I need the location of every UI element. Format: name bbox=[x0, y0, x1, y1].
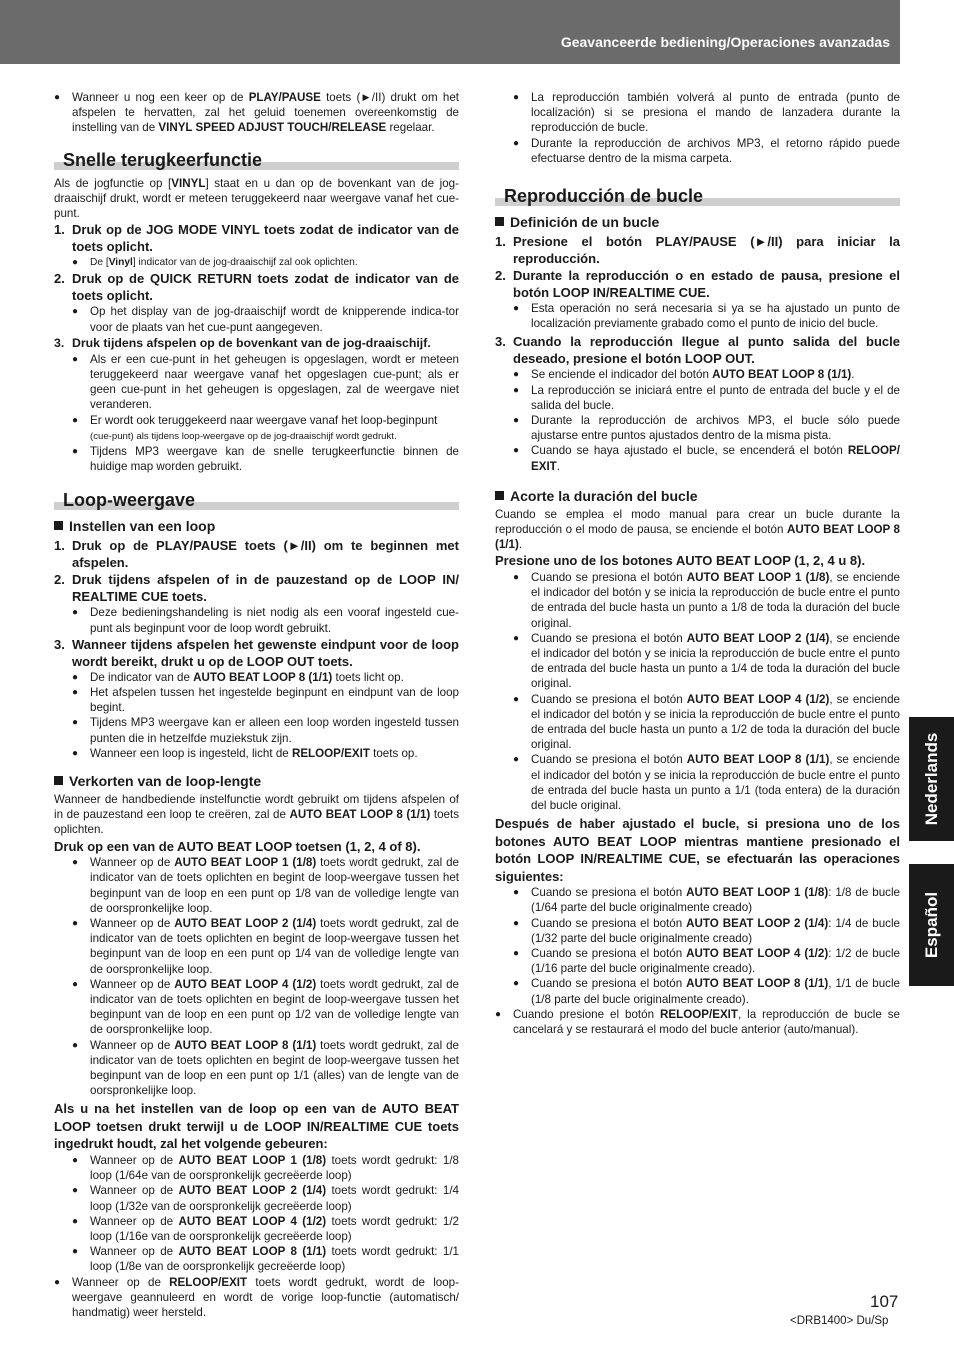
es-despues-item-1: ● Cuando se presiona el botón AUTO BEAT LOOP 1 (1/8): 1/8 de bucle (1/64 parte del bucle originalmente creado) bbox=[495, 885, 900, 915]
es-acorte-instruction: Presione uno de los botones AUTO BEAT LOOP (1, 2, 4 u 8). bbox=[495, 553, 866, 569]
es-acorte-heading: Acorte la duración del bucle bbox=[495, 488, 900, 505]
nl-snelle-step-3-note-2: ● Er wordt ook teruggekeerd naar weergave vanaf het loop-beginpunt (cue-punt) als tijdens loop-weergave op de jog-draaischijf wordt gedrukt. bbox=[54, 413, 459, 444]
es-despues-item-2: ● Cuando se presiona el botón AUTO BEAT LOOP 2 (1/4): 1/4 de bucle (1/32 parte del bucle originalmente creado) bbox=[495, 916, 900, 946]
nl-loop-step-3: 3. Wanneer tijdens afspelen het gewenste eindpunt voor de loop wordt bereikt, drukt u op de LOOP OUT toets. bbox=[54, 636, 459, 669]
es-acorte-item-2: ● Cuando se presiona el botón AUTO BEAT LOOP 2 (1/4), se enciende el indicador del botón y se inicia la reproducción de bucle entre el punto de entrada del bucle hasta un punto a 1/4 de toda la duración del bucle original. bbox=[495, 631, 900, 692]
nl-verkorten-item-1: ● Wanneer op de AUTO BEAT LOOP 1 (1/8) toets wordt gedrukt, zal de indicator van de toets oplichten en begint de loop-weergave tussen het beginpunt van de loop en een punt op 1/8 van de volledige lengte van de oorspronkelijke loop. bbox=[54, 855, 459, 916]
es-despues-item-3: ● Cuando se presiona el botón AUTO BEAT LOOP 4 (1/2): 1/2 de bucle (1/16 parte del bucle originalmente creado). bbox=[495, 946, 900, 976]
nl-verkorten-item-4: ● Wanneer op de AUTO BEAT LOOP 8 (1/1) toets wordt gedrukt, zal de indicator van de toets oplichten en begint de loop-weergave tussen het beginpunt van de loop en een punt op 1/1 (alles) van de lengte van de oorspronkelijke loop. bbox=[54, 1038, 459, 1099]
nl-snelle-step-3-note-3: ● Tijdens MP3 weergave kan de snelle terugkeerfunctie binnen de huidige map worden gebruikt. bbox=[54, 444, 459, 474]
nl-snelle-step-2: 2. Druk op de QUICK RETURN toets zodat de indicator van de toets oplicht. bbox=[54, 271, 459, 304]
tab-espanol bbox=[909, 864, 954, 986]
es-step-3-note-2: ● La reproducción se iniciará entre el punto de entrada del bucle y el de salida del bucle. bbox=[495, 383, 900, 413]
nl-als-item-3: ● Wanneer op de AUTO BEAT LOOP 4 (1/2) toets wordt gedrukt: 1/2 loop (1/16e van de oorspronkelijk gecreëerde loop) bbox=[54, 1214, 459, 1244]
tab-espanol-label: Español bbox=[921, 891, 941, 959]
nl-loop-step-1: 1. Druk op de PLAY/PAUSE toets (►/II) om te beginnen met afspelen. bbox=[54, 538, 459, 571]
es-step-3-note-1: ● Se enciende el indicador del botón AUTO BEAT LOOP 8 (1/1). bbox=[495, 367, 900, 382]
es-acorte-item-3: ● Cuando se presiona el botón AUTO BEAT LOOP 4 (1/2), se enciende el indicador del botón y se inicia la reproducción de bucle entre el punto de entrada del bucle hasta un punto a 1/2 de toda la duración del bucle original. bbox=[495, 692, 900, 753]
nl-snelle-step-3: 3. Druk tijdens afspelen op de bovenkant van de jog-draaischijf. bbox=[54, 335, 431, 350]
es-bucle-heading: Reproducción de bucle bbox=[495, 186, 900, 206]
square-bullet-icon bbox=[495, 217, 504, 226]
document-code: <DRB1400> Du/Sp bbox=[790, 1315, 889, 1327]
nl-snelle-step-2-note: ● Op het display van de jog-draaischijf wordt de knipperende indica-tor voor de plaats van het cue-punt aangegeven. bbox=[54, 304, 459, 334]
nl-snelle-step-1: 1. Druk op de JOG MODE VINYL toets zodat de indicator van de toets oplicht. bbox=[54, 222, 459, 255]
es-acorte-item-4: ● Cuando se presiona el botón AUTO BEAT LOOP 8 (1/1), se enciende el indicador del botón y se inicia la reproducción de bucle entre el punto de entrada del bucle hasta un punto a 1/1 (toda entera) de la duración del bucle original. bbox=[495, 752, 900, 813]
nl-als-item-2: ● Wanneer op de AUTO BEAT LOOP 2 (1/4) toets wordt gedrukt: 1/4 loop (1/32e van de oorspronkelijk gecreëerde loop) bbox=[54, 1183, 459, 1213]
nl-intro-bullet: ● Wanneer u nog een keer op de PLAY/PAUSE toets (►/II) drukt om het afspelen te hervatten, zal het geluid toenemen overeenkomstig de instelling van de VINYL SPEED ADJUST TOUCH/RELEASE regelaar. bbox=[54, 90, 459, 136]
square-bullet-icon bbox=[54, 776, 63, 785]
nl-verkorten-item-2: ● Wanneer op de AUTO BEAT LOOP 2 (1/4) toets wordt gedrukt, zal de indicator van de toets oplichten en begint de loop-weergave tussen het beginpunt van de loop en een punt op 1/4 van de volledige lengte van de oorspronkelijke loop. bbox=[54, 916, 459, 977]
nl-als-item-1: ● Wanneer op de AUTO BEAT LOOP 1 (1/8) toets wordt gedrukt: 1/8 loop (1/64e van de oorspronkelijk gecreëerde loop) bbox=[54, 1153, 459, 1183]
nl-reloop-bullet: ● Wanneer op de RELOOP/EXIT toets wordt gedrukt, wordt de loop-weergave geannuleerd en wordt de vorige loop-functie (automatisch/ handmatig) weer hersteld. bbox=[54, 1275, 459, 1321]
header-title: Geavanceerde bediening/Operaciones avanzadas bbox=[560, 34, 890, 50]
nl-snelle-step-1-note: ● De [Vinyl] indicator van de jog-draaischijf zal ook oplichten. bbox=[54, 255, 459, 270]
nl-snelle-step-3-note-1: ● Als er een cue-punt in het geheugen is opgeslagen, wordt er meteen teruggekeerd naar weergave vanaf het opgeslagen cue-punt; als er geen cue-punt in het geheugen is opgeslagen, zal de weergave niet veranderen. bbox=[54, 352, 459, 413]
es-step-3-note-4: ● Cuando se haya ajustado el bucle, se encenderá el botón RELOOP/ EXIT. bbox=[495, 443, 900, 473]
es-definicion-heading: Definición de un bucle bbox=[495, 214, 900, 231]
es-step-3: 3. Cuando la reproducción llegue al punto salida del bucle deseado, presione el botón LOOP OUT. bbox=[495, 334, 900, 367]
nl-verkorten-instruction: Druk op een van de AUTO BEAT LOOP toetsen (1, 2, 4 of 8). bbox=[54, 838, 421, 854]
nl-loop-heading: Loop-weergave bbox=[54, 490, 459, 510]
page-number: 107 bbox=[870, 1292, 899, 1311]
es-step-2-note: ● Esta operación no será necesaria si ya se ha ajustado un punto de localización previamente grabado como el punto de inicio del bucle. bbox=[495, 301, 900, 331]
es-step-2: 2. Durante la reproducción o en estado de pausa, presione el botón LOOP IN/REALTIME CUE. bbox=[495, 268, 900, 301]
nl-loop-step-2: 2. Druk tijdens afspelen of in de pauzestand op de LOOP IN/ REALTIME CUE toets. bbox=[54, 572, 459, 605]
es-top-note-2: ● Durante la reproducción de archivos MP3, el retorno rápido puede efectuarse dentro de la misma carpeta. bbox=[495, 136, 900, 166]
nl-loop-step-3-note-4: ● Wanneer een loop is ingesteld, licht de RELOOP/EXIT toets op. bbox=[54, 746, 459, 761]
es-acorte-item-1: ● Cuando se presiona el botón AUTO BEAT LOOP 1 (1/8), se enciende el indicador del botón y se inicia la reproducción de bucle entre el punto de entrada del bucle hasta un punto a 1/8 de toda la duración del bucle original. bbox=[495, 570, 900, 631]
es-step-1: 1. Presione el botón PLAY/PAUSE (►/II) para iniciar la reproducción. bbox=[495, 234, 900, 267]
square-bullet-icon bbox=[495, 491, 504, 500]
nl-loop-step-3-note-3: ● Tijdens MP3 weergave kan er alleen een loop worden ingesteld tussen punten die in hetzelfde muziekstuk zijn. bbox=[54, 715, 459, 745]
nl-verkorten-heading: Verkorten van de loop-lengte bbox=[54, 773, 459, 790]
es-step-3-note-3: ● Durante la reproducción de archivos MP3, el bucle sólo puede ajustarse entre puntos ajustados dentro de la misma pista. bbox=[495, 413, 900, 443]
es-acorte-paragraph: Cuando se emplea el modo manual para crear un bucle durante la reproducción o el modo de pausa, se enciende el botón AUTO BEAT LOOP 8 (1/1). bbox=[495, 507, 900, 552]
es-top-note-1: ● La reproducción también volverá al punto de entrada (punto de localización) si se presiona el mando de lanzadera durante la reproducción de bucle. bbox=[495, 90, 900, 136]
nl-instellen-heading: Instellen van een loop bbox=[54, 518, 459, 535]
nl-loop-step-3-note-2: ● Het afspelen tussen het ingestelde beginpunt en eindpunt van de loop begint. bbox=[54, 685, 459, 715]
nl-als-item-4: ● Wanneer op de AUTO BEAT LOOP 8 (1/1) toets wordt gedrukt: 1/1 loop (1/8e van de oorspronkelijk gecreëerde loop) bbox=[54, 1244, 459, 1274]
nl-als-instruction: Als u na het instellen van de loop op een van de AUTO BEAT LOOP toetsen drukt terwijl u de LOOP IN/REALTIME CUE toets ingedrukt houdt, zal het volgende gebeuren: bbox=[54, 1101, 459, 1152]
es-despues-instruction: Después de haber ajustado el bucle, si presiona uno de los botones AUTO BEAT LOOP mientras mantiene presionado el botón LOOP IN/REALTIME CUE, se efectuarán las operaciones siguientes: bbox=[495, 816, 900, 884]
nl-loop-step-3-note-1: ● De indicator van de AUTO BEAT LOOP 8 (1/1) toets licht op. bbox=[54, 670, 459, 685]
dutch-column bbox=[54, 90, 459, 1320]
nl-verkorten-paragraph: Wanneer de handbediende instelfunctie wordt gebruikt om tijdens afspelen of in de pauzestand een loop te creëren, zal de AUTO BEAT LOOP 8 (1/1) toets oplichten. bbox=[54, 793, 459, 837]
page-header bbox=[0, 0, 900, 64]
es-despues-item-4: ● Cuando se presiona el botón AUTO BEAT LOOP 8 (1/1), 1/1 de bucle (1/8 parte del bucle originalmente creado). bbox=[495, 976, 900, 1006]
tab-nederlands bbox=[909, 717, 954, 841]
nl-loop-step-2-note: ● Deze bedieningshandeling is niet nodig als een vooraf ingesteld cue-punt als beginpunt voor de loop wordt gebruikt. bbox=[54, 605, 459, 635]
nl-verkorten-item-3: ● Wanneer op de AUTO BEAT LOOP 4 (1/2) toets wordt gedrukt, zal de indicator van de toets oplichten en begint de loop-weergave tussen het beginpunt van de loop en een punt op 1/2 van de volledige lengte van de oorspronkelijke loop. bbox=[54, 977, 459, 1038]
es-reloop-bullet: ● Cuando presione el botón RELOOP/EXIT, la reproducción de bucle se cancelará y se restaurará el modo del bucle anterior (auto/manual). bbox=[495, 1007, 900, 1037]
nl-snelle-paragraph: Als de jogfunctie op [VINYL] staat en u dan op de bovenkant van de jog-draaischijf drukt, wordt er meteen teruggekeerd naar weergave vanaf het cue-punt. bbox=[54, 176, 459, 221]
spanish-column bbox=[495, 90, 900, 1037]
square-bullet-icon bbox=[54, 521, 63, 530]
nl-snelle-heading: Snelle terugkeerfunctie bbox=[54, 150, 459, 170]
tab-nederlands-label: Nederlands bbox=[921, 732, 941, 826]
